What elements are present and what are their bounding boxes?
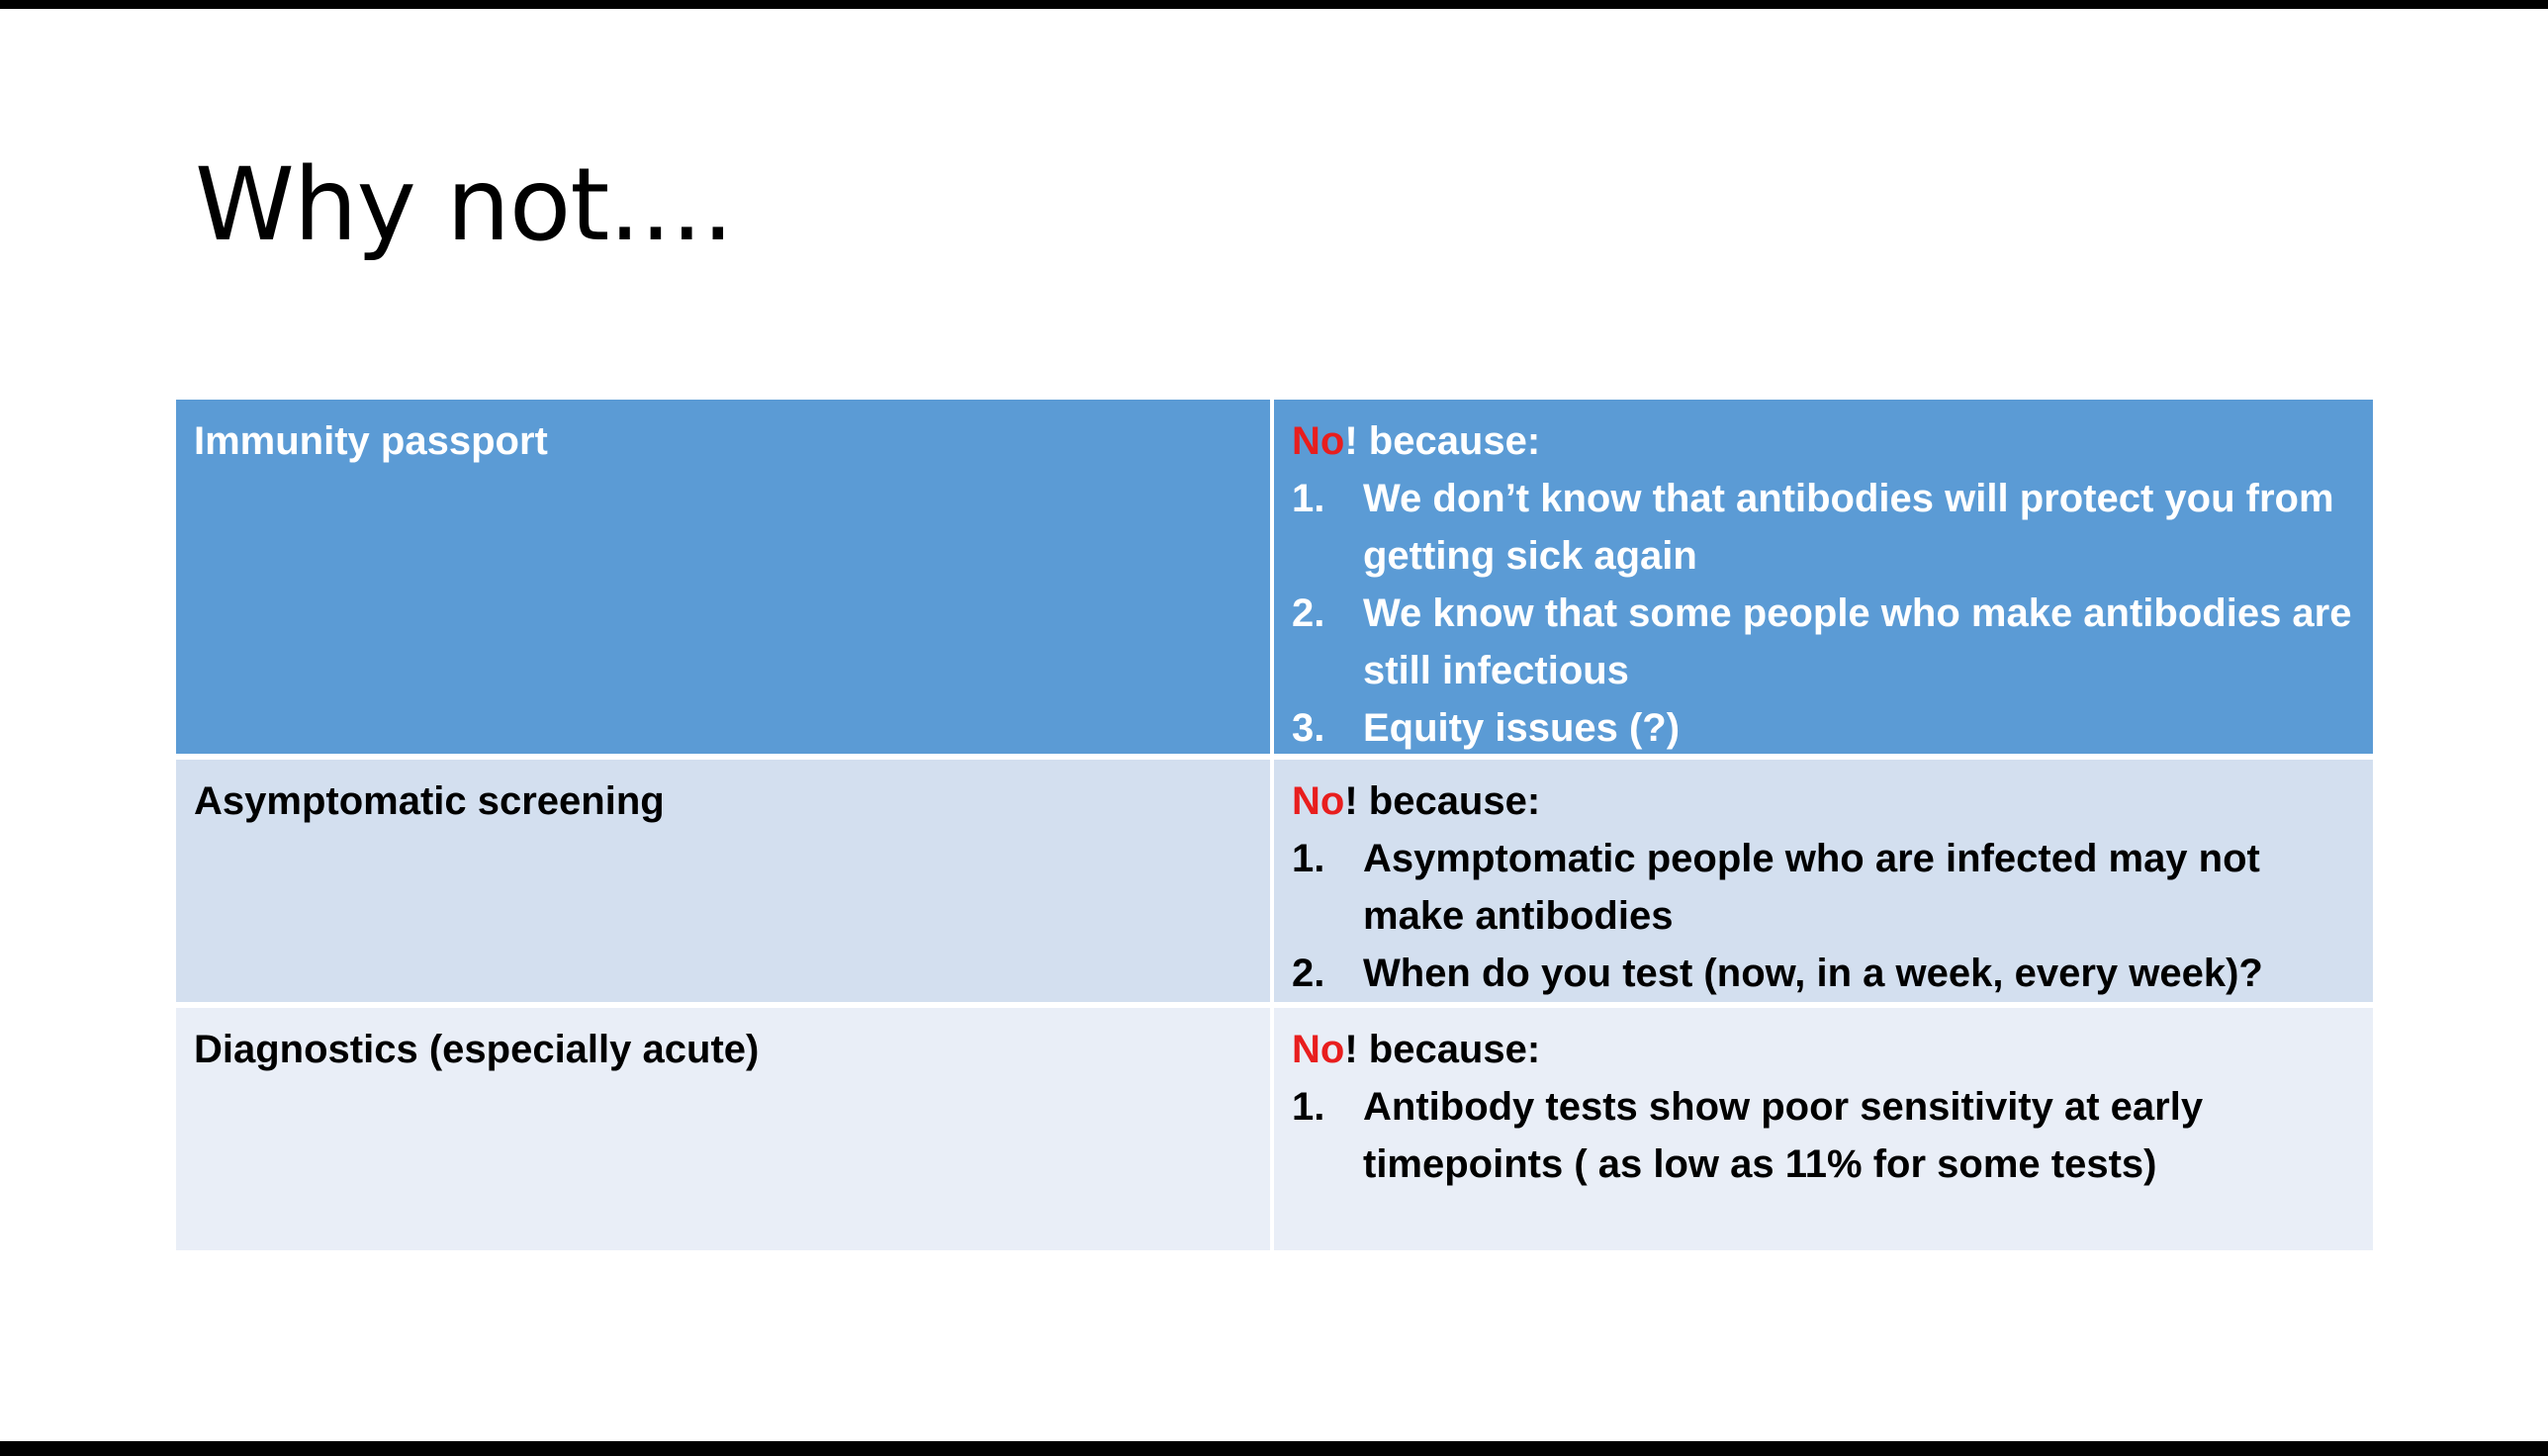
because-label: ! because: [1344,419,1541,463]
list-item [1292,830,2355,945]
item-number: 2. [1292,952,1325,995]
no-label: No [1292,1028,1345,1071]
item-text: When do you test (now, in a week, every week)? [1363,952,2263,995]
no-label: No [1292,779,1345,823]
item-text: We don’t know that antibodies will protect you from getting sick again [1363,477,2334,578]
list-item [1292,585,2355,699]
bottom-letterbox-bar [0,1441,2548,1456]
list-item [1292,945,2355,1002]
topic-label: Asymptomatic screening [194,779,665,823]
item-number: 3. [1292,706,1325,750]
topic-cell [176,400,1274,754]
reasons-list [1292,1078,2355,1193]
topic-label: Immunity passport [194,419,548,463]
list-item [1292,1078,2355,1193]
item-text: Antibody tests show poor sensitivity at early timepoints ( as low as 11% for some tests) [1363,1085,2204,1186]
item-text: We know that some people who make antibodies are still infectious [1363,592,2352,692]
topic-cell [176,760,1274,1002]
table-row-immunity-passport [176,400,2373,760]
item-number: 2. [1292,592,1325,635]
list-item [1292,470,2355,585]
answer-heading [1292,773,2355,830]
because-label: ! because: [1344,779,1541,823]
top-letterbox-bar [0,0,2548,9]
table-row-diagnostics [176,1008,2373,1250]
slide-title: Why not.... [195,146,734,264]
item-number: 1. [1292,837,1325,880]
item-number: 1. [1292,1085,1325,1129]
answer-cell [1274,400,2373,754]
answer-heading [1292,1021,2355,1078]
reasons-table [176,400,2373,1250]
list-item [1292,699,2355,757]
answer-cell [1274,760,2373,1002]
slide [0,9,2548,1441]
no-label: No [1292,419,1345,463]
topic-cell [176,1008,1274,1250]
item-number: 1. [1292,477,1325,520]
reasons-list [1292,470,2355,757]
item-text: Asymptomatic people who are infected may not make antibodies [1363,837,2260,938]
item-text: Equity issues (?) [1363,706,1681,750]
answer-cell [1274,1008,2373,1250]
table-row-asymptomatic-screening [176,760,2373,1008]
because-label: ! because: [1344,1028,1541,1071]
topic-label: Diagnostics (especially acute) [194,1028,760,1071]
answer-heading [1292,412,2355,470]
reasons-list [1292,830,2355,1002]
